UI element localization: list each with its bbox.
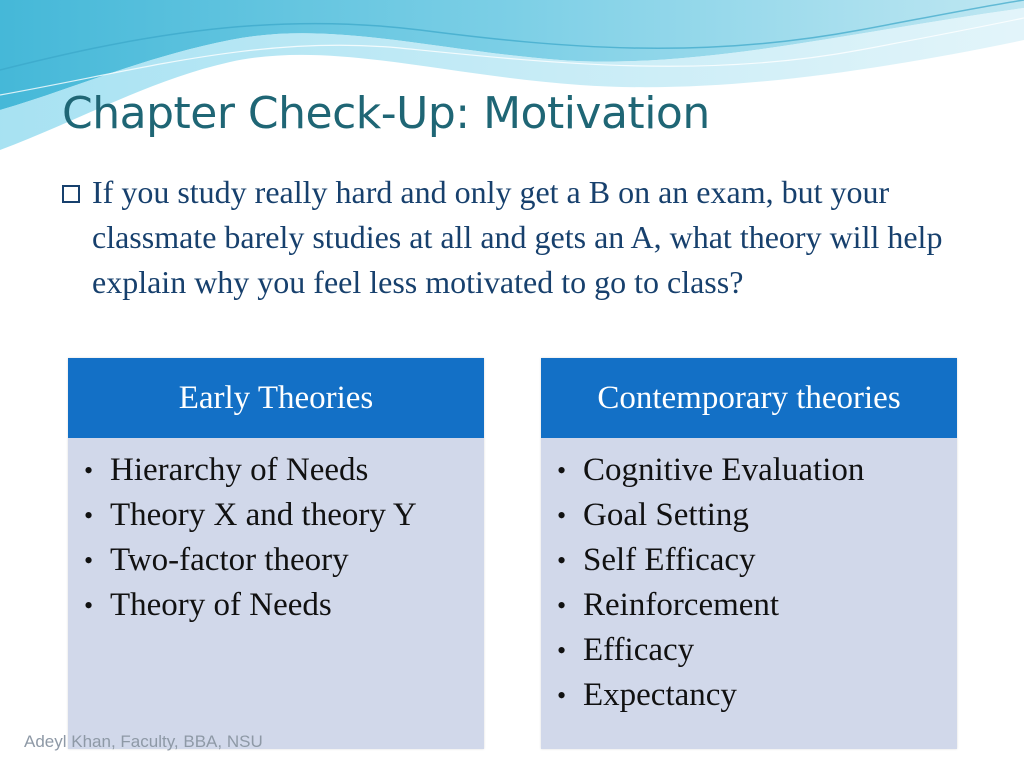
- bullet-icon: •: [557, 501, 567, 530]
- list-item-label: Goal Setting: [583, 497, 749, 533]
- question-body: If you study really hard and only get a B on an exam, but your classmate barely studies at all and gets an A, what theory will help explain why you feel less motivated to go to class?: [92, 174, 943, 300]
- contemporary-theories-list: [541, 438, 957, 714]
- bullet-icon: •: [557, 681, 567, 710]
- bullet-icon: •: [557, 591, 567, 620]
- list-item: [557, 677, 957, 714]
- bullet-icon: •: [84, 456, 94, 485]
- list-item: [557, 587, 957, 624]
- bullet-icon: •: [84, 501, 94, 530]
- contemporary-theories-card: [541, 358, 957, 749]
- bullet-icon: •: [557, 546, 567, 575]
- list-item: [84, 587, 484, 624]
- list-item-label: Theory X and theory Y: [110, 497, 417, 533]
- list-item: [557, 542, 957, 579]
- list-item-label: Self Efficacy: [583, 542, 756, 578]
- checkbox-bullet-icon: [62, 185, 80, 203]
- list-item: [84, 497, 484, 534]
- list-item-label: Efficacy: [583, 632, 695, 668]
- list-item: [84, 542, 484, 579]
- bullet-icon: •: [84, 591, 94, 620]
- question-text: [60, 170, 972, 305]
- list-item: [557, 452, 957, 489]
- slide-title: Chapter Check-Up: Motivation: [62, 88, 710, 139]
- list-item-label: Hierarchy of Needs: [110, 452, 369, 488]
- bullet-icon: •: [557, 456, 567, 485]
- list-item: [84, 452, 484, 489]
- contemporary-theories-heading: Contemporary theories: [541, 358, 957, 438]
- list-item-label: Theory of Needs: [110, 587, 332, 623]
- bullet-icon: •: [557, 636, 567, 665]
- early-theories-heading: Early Theories: [68, 358, 484, 438]
- list-item-label: Reinforcement: [583, 587, 780, 623]
- early-theories-card: [68, 358, 484, 749]
- list-item: [557, 632, 957, 669]
- wave-decoration: [0, 0, 1024, 170]
- list-item-label: Two-factor theory: [110, 542, 349, 578]
- list-item-label: Expectancy: [583, 677, 737, 713]
- footer-credit: Adeyl Khan, Faculty, BBA, NSU: [24, 732, 263, 751]
- list-item: [557, 497, 957, 534]
- bullet-icon: •: [84, 546, 94, 575]
- early-theories-list: [68, 438, 484, 624]
- list-item-label: Cognitive Evaluation: [583, 452, 865, 488]
